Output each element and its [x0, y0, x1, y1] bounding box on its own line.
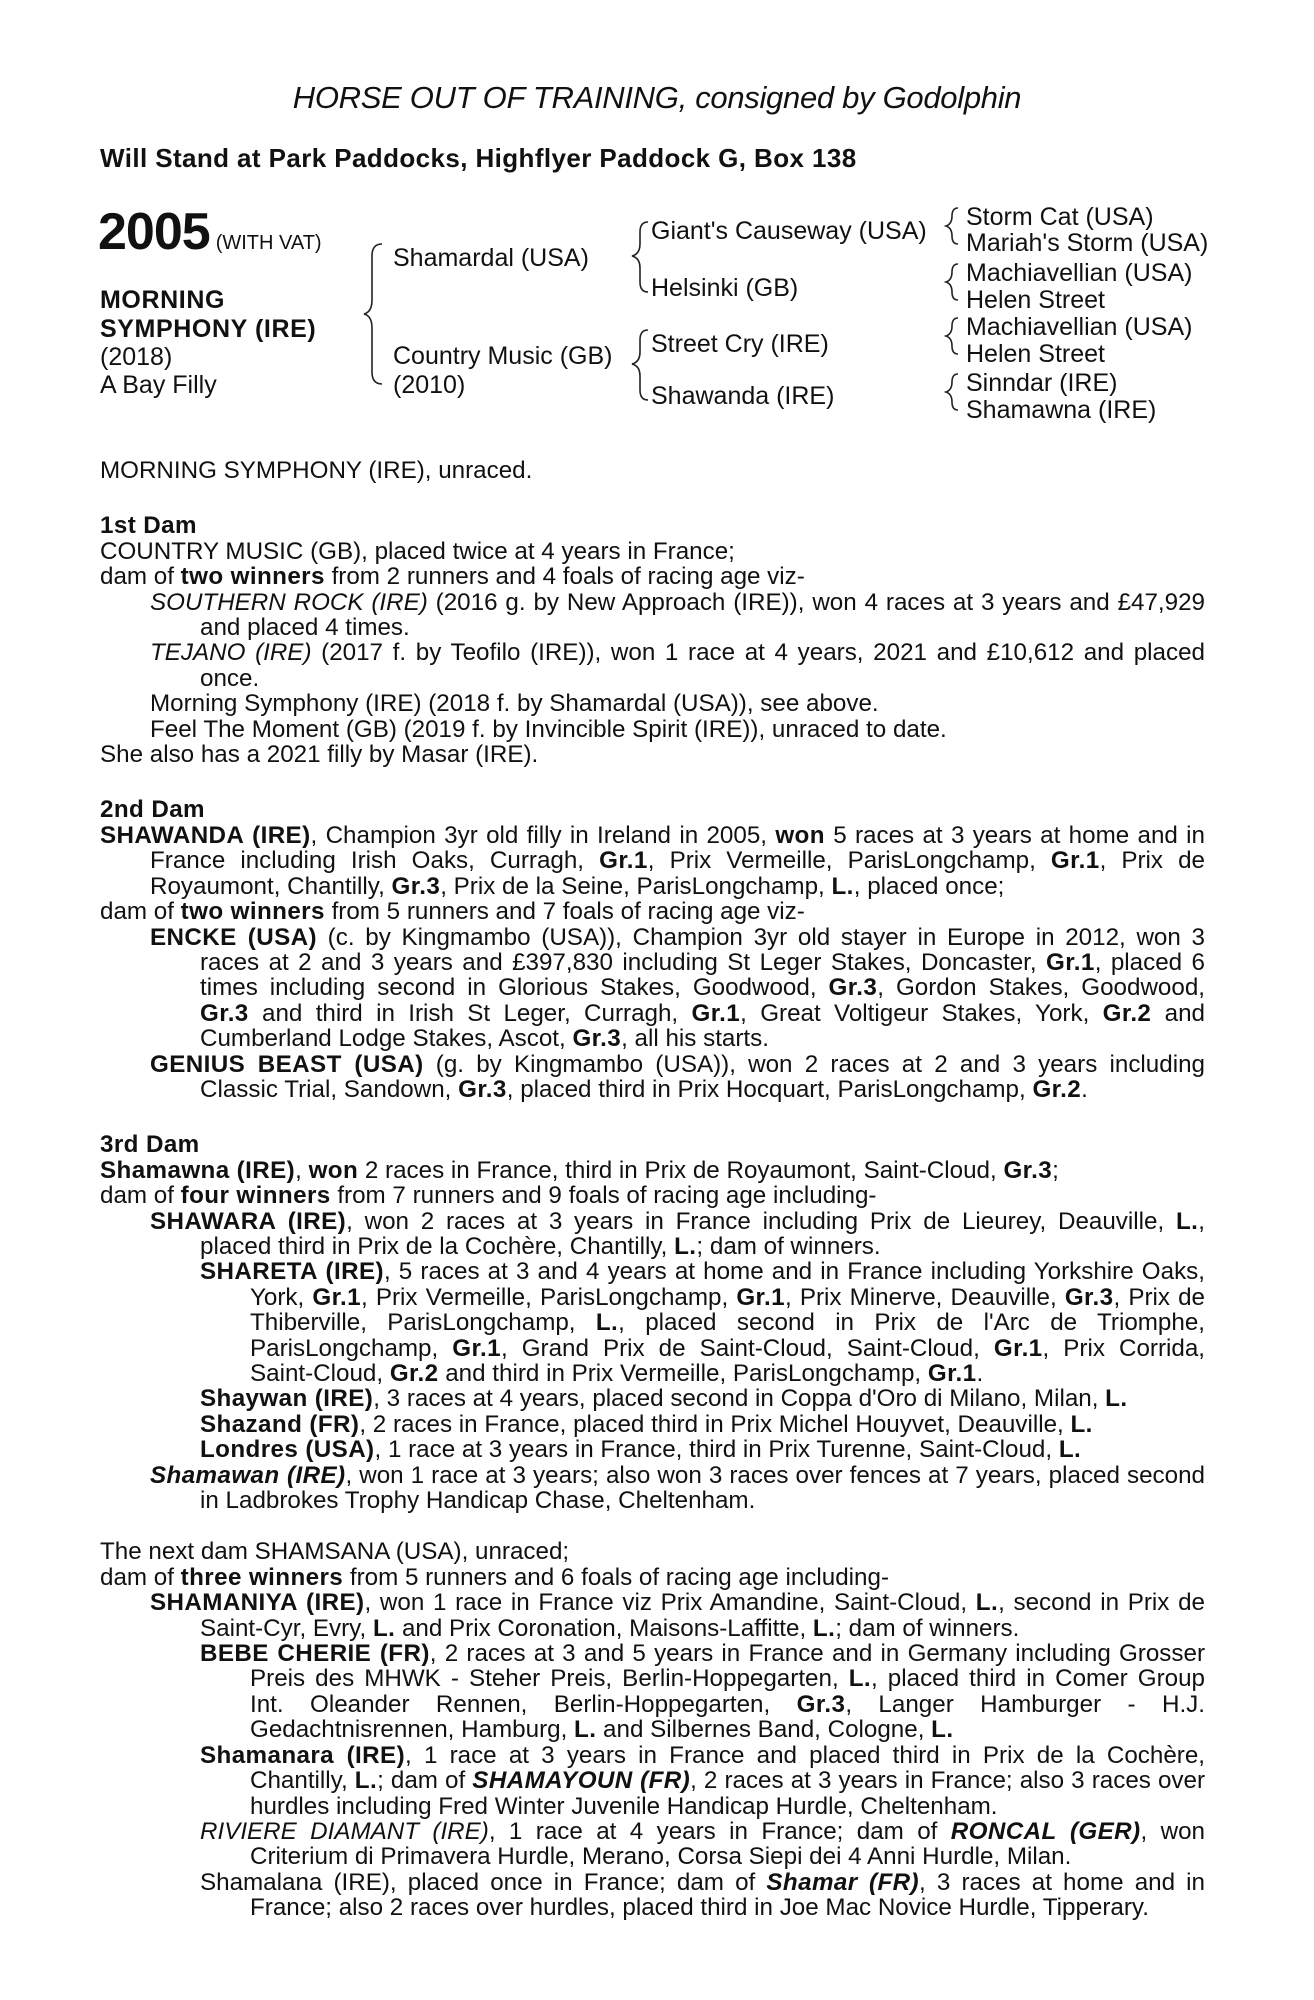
produce-tejano: TEJANO (IRE) (2017 f. by Teofilo (IRE)), won 1 race at 4 years, 2021 and £10,612 and placed once. — [150, 639, 1205, 692]
pedigree-dam-year: (2010) — [393, 371, 466, 399]
brace-g4 — [946, 374, 958, 410]
brace-g1 — [946, 208, 958, 244]
vat-label: (WITH VAT) — [215, 232, 322, 254]
next-dam-line: The next dam SHAMSANA (USA), unraced; — [100, 1538, 570, 1566]
produce-encke: ENCKE (USA) (c. by Kingmambo (USA)), Champion 3yr old stayer in Europe in 2012, won 3 races at 2 and 3 years and £397,830 including St Leger Stakes, Doncaster, Gr.1, placed 6 times including second in Glorious Stakes, Goodwood, Gr.3, Gordon Stakes, Goodwood, Gr.3 and third in Irish St Leger, Curragh, Gr.1, Great Voltigeur Stakes, York, Gr.2 and Cumberland Lodge Stakes, Ascot, Gr.3, all his starts. — [150, 923, 1206, 1053]
pedigree-sd: Helsinki (GB) — [651, 274, 799, 302]
horse-description: A Bay Filly — [100, 371, 217, 399]
produce-feel-the-moment: Feel The Moment (GB) (2019 f. by Invincible Spirit (IRE)), unraced to date. — [150, 715, 947, 743]
pedigree-dd: Shawanda (IRE) — [651, 382, 835, 410]
produce-shamanara: Shamanara (IRE), 1 race at 3 years in France and placed third in Prix de la Cochère, Chantilly, L.; dam of SHAMAYOUN (FR), 2 races at 3 years in France; also 3 races over hurdles including Fred Winter Juvenile Handicap Hurdle, Cheltenham. — [200, 1741, 1206, 1820]
spacer — [100, 1513, 1205, 1539]
produce-shamaniya: SHAMANIYA (IRE), won 1 race in France viz Prix Amandine, Saint-Cloud, L., second in Prix de Saint-Cyr, Evry, L. and Prix Coronation, Maisons-Laffitte, L.; dam of winners. — [150, 1589, 1205, 1642]
produce-shamawan: Shamawan (IRE), won 1 race at 3 years; also won 3 races over fences at 7 years, placed second in Ladbrokes Trophy Handicap Chase, Cheltenham. — [150, 1461, 1205, 1515]
horse-name-line1: MORNING — [100, 286, 226, 314]
pedigree-sds: Machiavellian (USA) — [966, 259, 1193, 287]
produce-shamalana: Shamalana (IRE), placed once in France; dam of Shamar (FR), 3 races at home and in France; also 2 races over hurdles, placed third in Joe Mac Novice Hurdle, Tipperary. — [200, 1868, 1206, 1922]
pedigree-sdd: Helen Street — [966, 286, 1105, 314]
produce-londres: Londres (USA), 1 race at 3 years in France, third in Prix Turenne, Saint-Cloud, L. — [200, 1436, 1082, 1464]
dam2-shawanda: SHAWANDA (IRE), Champion 3yr old filly in Ireland in 2005, won 5 races at 3 years at home and in France including Irish Oaks, Curragh, Gr.1, Prix Vermeille, ParisLongchamp, Gr.1, Prix de Royaumont, Chantilly, Gr.3, Prix de la Seine, ParisLongchamp, L., placed once; — [100, 821, 1205, 900]
dam3-shamawna: Shamawna (IRE), won 2 races in France, third in Prix de Royaumont, Saint-Cloud, Gr.3; — [100, 1156, 1059, 1184]
brace-main — [364, 244, 382, 384]
pedigree-ss: Giant's Causeway (USA) — [651, 217, 927, 245]
brace-sire — [632, 222, 648, 292]
foaling-year: (2018) — [100, 343, 173, 371]
brace-dam — [632, 330, 648, 400]
dam3-heading: 3rd Dam — [100, 1131, 200, 1159]
pedigree-ssd: Mariah's Storm (USA) — [966, 229, 1209, 257]
pedigree-ddd: Shamawna (IRE) — [966, 396, 1157, 424]
produce-southern-rock: SOUTHERN ROCK (IRE) (2016 g. by New Approach (IRE)), won 4 races at 3 years and £47,929 and placed 4 times. — [150, 588, 1205, 642]
produce-morning-symphony: Morning Symphony (IRE) (2018 f. by Shamardal (USA)), see above. — [150, 690, 879, 718]
pedigree-dss: Machiavellian (USA) — [966, 313, 1193, 341]
pedigree-dsd: Helen Street — [966, 340, 1105, 368]
dam1-line2: dam of two winners from 2 runners and 4 foals of racing age viz- — [100, 563, 805, 591]
produce-shareta: SHARETA (IRE), 5 races at 3 and 4 years at home and in France including Yorkshire Oaks, York, Gr.1, Prix Vermeille, ParisLongchamp, Gr.1, Prix Minerve, Deauville, Gr.3, Prix de Thiberville, ParisLongchamp, L., placed second in Prix de l'Arc de Triomphe, ParisLongchamp, Gr.1, Grand Prix de Saint-Cloud, Saint-Cloud, Gr.1, Prix Corrida, Saint-Cloud, Gr.2 and third in Prix Vermeille, ParisLongchamp, Gr.1. — [200, 1258, 1206, 1387]
lot-number: 2005 — [98, 203, 210, 261]
location-line: Will Stand at Park Paddocks, Highflyer Paddock G, Box 138 — [100, 143, 857, 173]
produce-shazand: Shazand (FR), 2 races in France, placed third in Prix Michel Houyvet, Deauville, L. — [200, 1410, 1093, 1438]
brace-g2 — [946, 264, 958, 300]
brace-g3 — [946, 318, 958, 354]
dam2-heading: 2nd Dam — [100, 796, 205, 824]
produce-bebe-cherie: BEBE CHERIE (FR), 2 races at 3 and 5 years in France and in Germany including Grosser Preis des MHWK - Steher Preis, Berlin-Hoppegarten, L., placed third in Comer Group Int. Oleander Rennen, Berlin-Hoppegarten, Gr.3, Langer Hamburger - H.J. Gedachtnisrennen, Hamburg, L. and Silbernes Band, Cologne, L. — [200, 1640, 1205, 1744]
horse-name-line2: SYMPHONY (IRE) — [100, 315, 317, 343]
dam1-line1: COUNTRY MUSIC (GB), placed twice at 4 years in France; — [100, 537, 735, 565]
pedigree-ds: Street Cry (IRE) — [651, 330, 829, 358]
pedigree-dam: Country Music (GB) — [393, 342, 613, 370]
intro-line: MORNING SYMPHONY (IRE), unraced. — [100, 457, 533, 484]
dam2-produce-summary: dam of two winners from 5 runners and 7 foals of racing age viz- — [100, 898, 805, 926]
pedigree-sss: Storm Cat (USA) — [966, 203, 1154, 231]
produce-riviere-diamant: RIVIERE DIAMANT (IRE), 1 race at 4 years in France; dam of RONCAL (GER), won Criterium di Primavera Hurdle, Merano, Corsa Siepi dei 4 Anni Hurdle, Milan. — [200, 1817, 1205, 1871]
page-title: HORSE OUT OF TRAINING, consigned by Godolphin — [292, 80, 1022, 115]
dam3-produce-summary: dam of four winners from 7 runners and 9 foals of racing age including- — [100, 1182, 877, 1210]
pedigree-sire: Shamardal (USA) — [393, 244, 589, 272]
pedigree-dds: Sinndar (IRE) — [966, 369, 1118, 397]
dam1-also: She also has a 2021 filly by Masar (IRE). — [100, 741, 539, 769]
catalogue-body — [100, 458, 1205, 1921]
next-dam-summary: dam of three winners from 5 runners and 6 foals of racing age including- — [100, 1563, 890, 1591]
produce-shawara: SHAWARA (IRE), won 2 races at 3 years in France including Prix de Lieurey, Deauville, L., placed third in Prix de la Cochère, Chantilly, L.; dam of winners. — [150, 1207, 1205, 1260]
produce-shaywan: Shaywan (IRE), 3 races at 4 years, placed second in Coppa d'Oro di Milano, Milan, L. — [200, 1385, 1128, 1413]
dam1-heading: 1st Dam — [100, 512, 197, 540]
produce-genius-beast: GENIUS BEAST (USA) (g. by Kingmambo (USA)), won 2 races at 2 and 3 years including Classic Trial, Sandown, Gr.3, placed third in Prix Hocquart, ParisLongchamp, Gr.2. — [150, 1050, 1205, 1103]
